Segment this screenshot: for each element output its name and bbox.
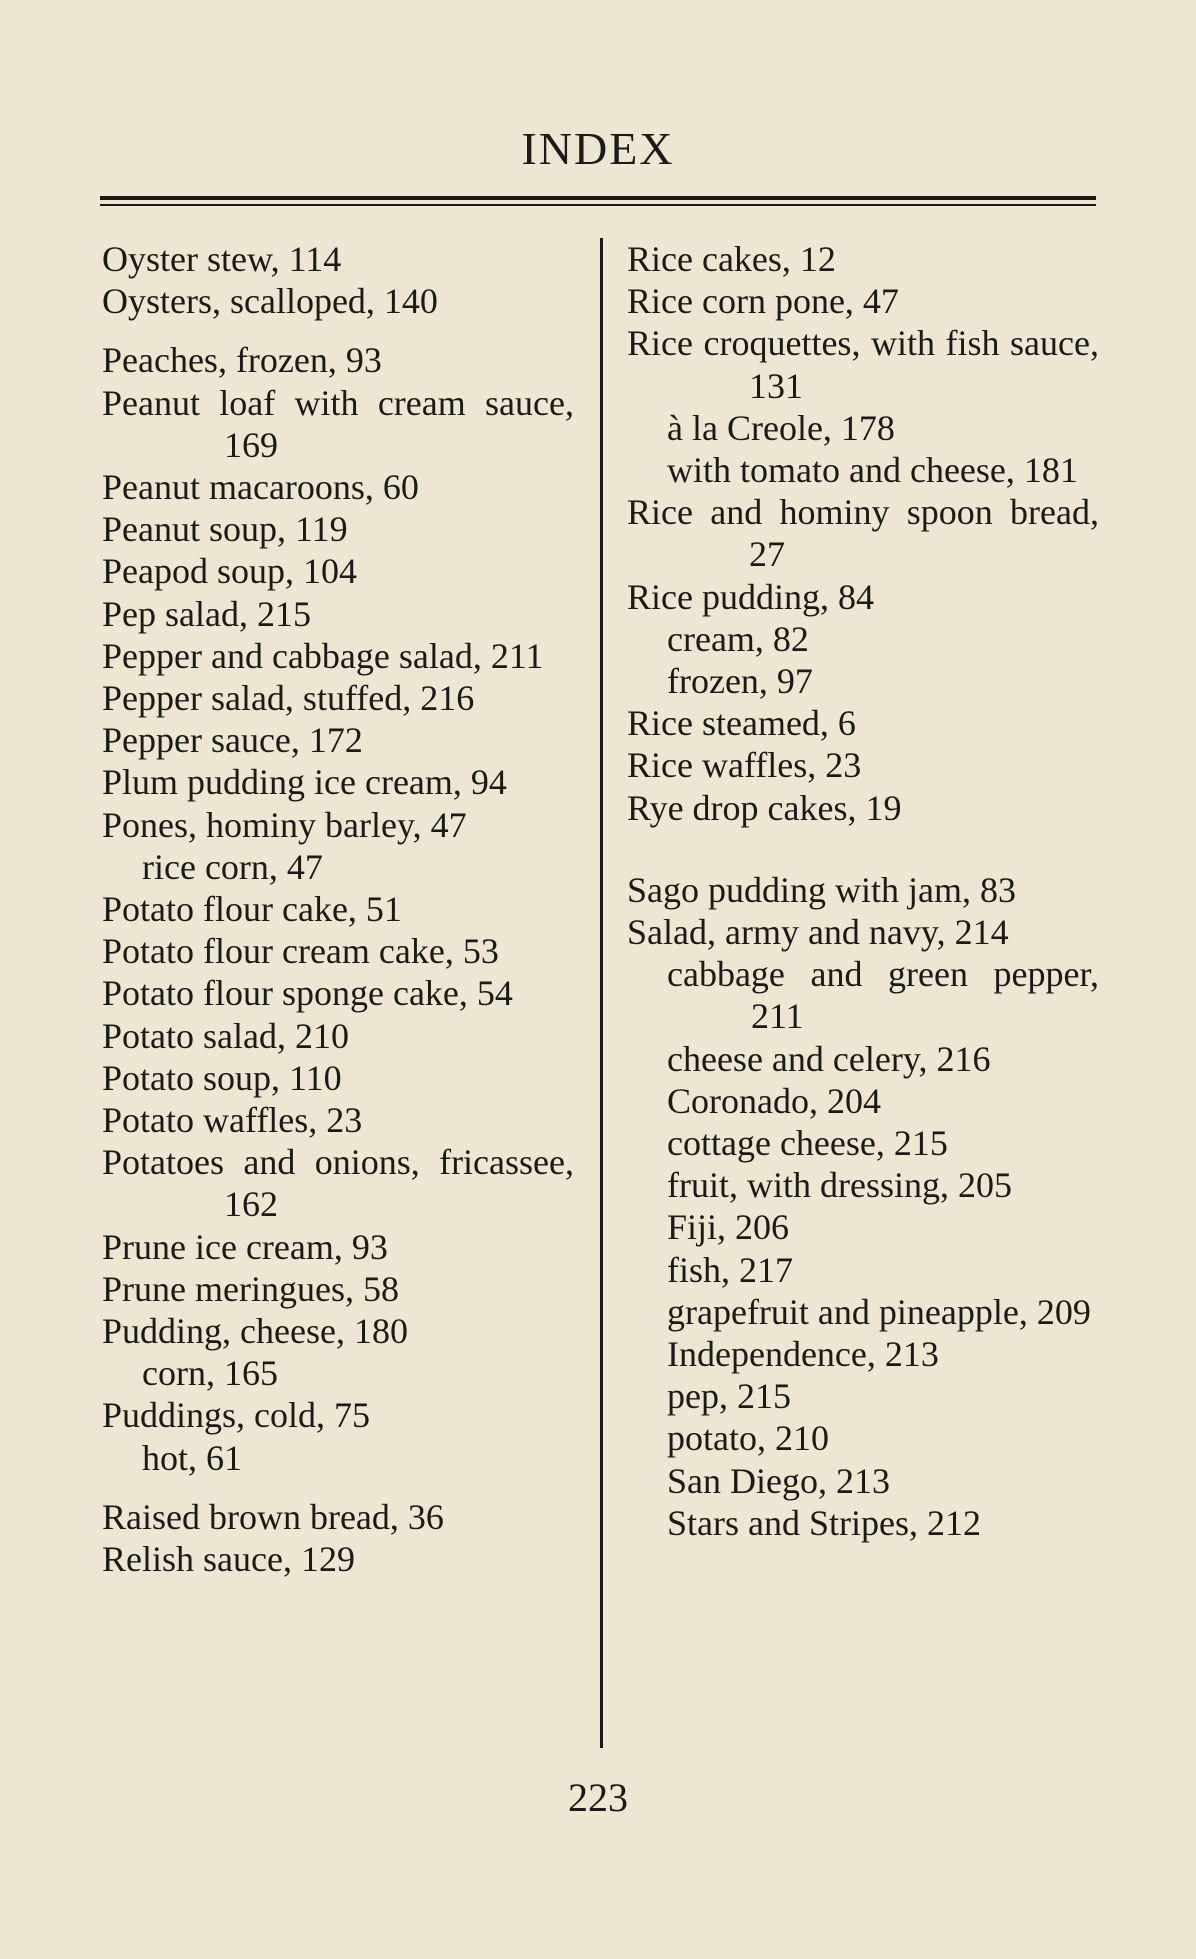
index-entry: Puddings, cold, 75 — [102, 1395, 371, 1436]
index-subentry: rice corn, 47 — [142, 846, 323, 887]
right-index-column — [627, 238, 1099, 1544]
index-entry: Plum pudding ice cream, 94 — [102, 762, 507, 803]
index-entry: Sago pudding with jam, 83 — [627, 869, 1016, 910]
index-entry: Relish sauce, 129 — [102, 1539, 355, 1580]
index-entry: Potato flour sponge cake, 54 — [102, 973, 513, 1014]
index-subentry: à la Creole, 178 — [667, 407, 895, 448]
index-gap — [627, 829, 1099, 869]
index-subentry: frozen, 97 — [667, 661, 813, 702]
index-subentry: grapefruit and pineapple, 209 — [667, 1291, 1091, 1332]
index-entry: Peanut loaf with cream sauce, 169 — [102, 382, 574, 465]
index-subentry: Coronado, 204 — [667, 1080, 881, 1121]
index-entry: Pepper and cabbage salad, 211 — [102, 635, 544, 676]
index-subentry: with tomato and cheese, 181 — [667, 450, 1078, 491]
index-subentry: cabbage and green pepper, 211 — [667, 954, 1099, 1037]
index-entry: Rice pudding, 84 — [627, 576, 874, 617]
index-entry: Pepper sauce, 172 — [102, 720, 363, 761]
index-subentry: Independence, 213 — [667, 1334, 939, 1375]
index-subentry: pep, 215 — [667, 1376, 791, 1417]
index-entry: Prune ice cream, 93 — [102, 1226, 388, 1267]
index-subentry: fruit, with dressing, 205 — [667, 1165, 1012, 1206]
index-subentry: cream, 82 — [667, 618, 809, 659]
index-entry: Pones, hominy barley, 47 — [102, 804, 467, 845]
index-entry: Peaches, frozen, 93 — [102, 340, 382, 381]
header-rule-thin — [100, 204, 1096, 206]
index-entry: Rye drop cakes, 19 — [627, 787, 902, 828]
index-subentry: hot, 61 — [142, 1437, 243, 1478]
index-entry: Peanut soup, 119 — [102, 509, 348, 550]
index-subentry: cheese and celery, 216 — [667, 1038, 991, 1079]
index-subentry: potato, 210 — [667, 1418, 829, 1459]
index-entry: Potato soup, 110 — [102, 1057, 342, 1098]
left-index-column — [102, 238, 574, 1580]
index-entry: Raised brown bread, 36 — [102, 1496, 444, 1537]
page-title: INDEX — [521, 123, 675, 174]
index-entry: Potato salad, 210 — [102, 1015, 349, 1056]
index-entry: Potato flour cake, 51 — [102, 889, 402, 930]
header-rule-thick — [100, 196, 1096, 200]
index-entry: Pudding, cheese, 180 — [102, 1311, 408, 1352]
index-subentry: fish, 217 — [667, 1249, 793, 1290]
index-gap — [102, 322, 574, 339]
index-entry: Pep salad, 215 — [102, 593, 311, 634]
index-subentry: cottage cheese, 215 — [667, 1123, 948, 1164]
index-entry: Rice steamed, 6 — [627, 703, 856, 744]
index-gap — [102, 1479, 574, 1496]
index-entry: Salad, army and navy, 214 — [627, 912, 1009, 953]
index-entry: Peanut macaroons, 60 — [102, 467, 419, 508]
index-subentry: Stars and Stripes, 212 — [667, 1502, 981, 1543]
index-entry: Potatoes and onions, fricassee, 162 — [102, 1142, 574, 1225]
index-entry: Rice corn pone, 47 — [627, 281, 899, 322]
index-entry: Peapod soup, 104 — [102, 551, 357, 592]
index-entry: Rice and hominy spoon bread, 27 — [627, 492, 1099, 575]
page-number: 223 — [568, 1775, 628, 1820]
index-entry: Oysters, scalloped, 140 — [102, 281, 438, 322]
index-subentry: corn, 165 — [142, 1353, 278, 1394]
index-entry: Potato flour cream cake, 53 — [102, 931, 499, 972]
index-entry: Prune meringues, 58 — [102, 1268, 399, 1309]
column-divider — [600, 238, 603, 1748]
index-entry: Rice waffles, 23 — [627, 745, 862, 786]
index-entry: Pepper salad, stuffed, 216 — [102, 678, 475, 719]
index-subentry: San Diego, 213 — [667, 1460, 890, 1501]
index-entry: Potato waffles, 23 — [102, 1100, 363, 1141]
index-entry: Rice croquettes, with fish sauce, 131 — [627, 323, 1099, 406]
index-entry: Oyster stew, 114 — [102, 239, 342, 279]
index-entry: Rice cakes, 12 — [627, 239, 836, 279]
index-subentry: Fiji, 206 — [667, 1207, 790, 1248]
